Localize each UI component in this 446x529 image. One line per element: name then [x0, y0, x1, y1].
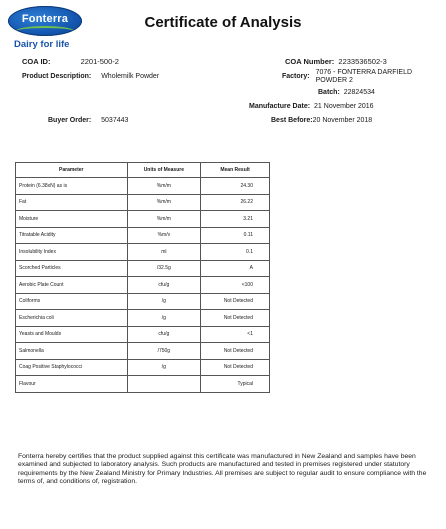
factory-label: Factory: [282, 73, 310, 80]
logo-brand-text: Fonterra [21, 13, 69, 25]
table-header-row [16, 163, 270, 178]
unit-cell: ml [127, 244, 201, 261]
unit-cell: /g [127, 310, 201, 327]
table-row [16, 277, 270, 294]
parameter-cell: Yeasts and Moulds [16, 326, 128, 343]
result-cell: Not Detected [201, 293, 270, 310]
unit-cell: %m/v [127, 227, 201, 244]
manufacture-date-field [249, 103, 374, 110]
parameter-cell: Aerobic Plate Count [16, 277, 128, 294]
unit-cell: /750g [127, 343, 201, 360]
table-row [16, 310, 270, 327]
coa-id-field [22, 57, 119, 66]
parameter-cell: Fat [16, 194, 128, 211]
unit-cell: cfu/g [127, 277, 201, 294]
certification-statement: Fonterra hereby certifies that the product supplied against this certificate was manufactured in New Zealand and samples have been examined and subjected to laboratory analysis. Such products are manufactured and tested in premises registered under statutory requirements by the New Zealand Ministry for Primary Industries. All premises are subject to regular audit to ensure compliance with the terms of, and conditions of, registration. [18, 453, 427, 485]
unit-cell: cfu/g [127, 326, 201, 343]
parameter-cell: Coliforms [16, 293, 128, 310]
table-row [16, 376, 270, 393]
parameter-cell: Titratable Acidity [16, 227, 128, 244]
buyer-order-label: Buyer Order: [48, 117, 92, 124]
coa-id-label: COA ID: [22, 57, 51, 66]
table-row [16, 227, 270, 244]
result-cell: A [201, 260, 270, 277]
product-description-field [22, 73, 159, 80]
table-row [16, 194, 270, 211]
unit-cell [127, 376, 201, 393]
result-cell: Not Detected [201, 310, 270, 327]
parameter-cell: Salmonella [16, 343, 128, 360]
table-row [16, 293, 270, 310]
unit-cell: /g [127, 293, 201, 310]
table-row [16, 359, 270, 376]
parameter-cell: Moisture [16, 211, 128, 228]
best-before-label: Best Before: [271, 117, 313, 124]
parameter-cell: Escherichia coli [16, 310, 128, 327]
result-cell: 24.30 [201, 178, 270, 195]
batch-label: Batch: [318, 89, 340, 96]
parameter-cell: Protein (6.38xN) as is [16, 178, 128, 195]
table-row [16, 343, 270, 360]
column-header-units: Units of Measure [127, 163, 201, 178]
best-before-value: 20 November 2018 [312, 117, 373, 124]
coa-number-label: COA Number: [285, 57, 335, 66]
unit-cell: %m/m [127, 194, 201, 211]
batch-field [318, 89, 375, 96]
parameter-cell: Flavour [16, 376, 128, 393]
result-cell: Not Detected [201, 359, 270, 376]
parameter-cell: Insolubility Index [16, 244, 128, 261]
table-row [16, 178, 270, 195]
unit-cell: /32.5g [127, 260, 201, 277]
result-cell: 0.1 [201, 244, 270, 261]
logo-tagline: Dairy for life [14, 39, 70, 50]
table-row [16, 326, 270, 343]
table-row [16, 211, 270, 228]
result-cell: <1 [201, 326, 270, 343]
table-row [16, 260, 270, 277]
buyer-order-field [48, 117, 128, 124]
table-row [16, 244, 270, 261]
result-cell: Not Detected [201, 343, 270, 360]
buyer-order-value: 5037443 [101, 117, 129, 124]
coa-number-value: 2233536502-3 [338, 57, 387, 66]
unit-cell: %m/m [127, 178, 201, 195]
unit-cell: %m/m [127, 211, 201, 228]
batch-value: 22824534 [343, 89, 375, 96]
parameter-cell: Coag Positive Staphylococci [16, 359, 128, 376]
page-title: Certificate of Analysis [144, 14, 302, 31]
column-header-mean-result: Mean Result [201, 163, 270, 178]
best-before-field [271, 117, 372, 124]
result-cell: 26.22 [201, 194, 270, 211]
analysis-table [15, 162, 270, 393]
column-header-parameter: Parameter [16, 163, 128, 178]
manufacture-date-value: 21 November 2016 [314, 103, 374, 110]
result-cell: 3.21 [201, 211, 270, 228]
factory-value: 7076 - FONTERRA DARFIELD POWDER 2 [315, 69, 413, 84]
unit-cell: /g [127, 359, 201, 376]
result-cell: 0.11 [201, 227, 270, 244]
result-cell: Typical [201, 376, 270, 393]
product-description-label: Product Description: [22, 73, 92, 80]
coa-id-value: 2201-500-2 [80, 57, 119, 66]
manufacture-date-label: Manufacture Date: [249, 103, 311, 110]
coa-number-field [285, 57, 387, 66]
parameter-cell: Scorched Particles [16, 260, 128, 277]
factory-field [282, 69, 442, 85]
product-description-value: Wholemilk Powder [101, 73, 160, 80]
result-cell: <100 [201, 277, 270, 294]
